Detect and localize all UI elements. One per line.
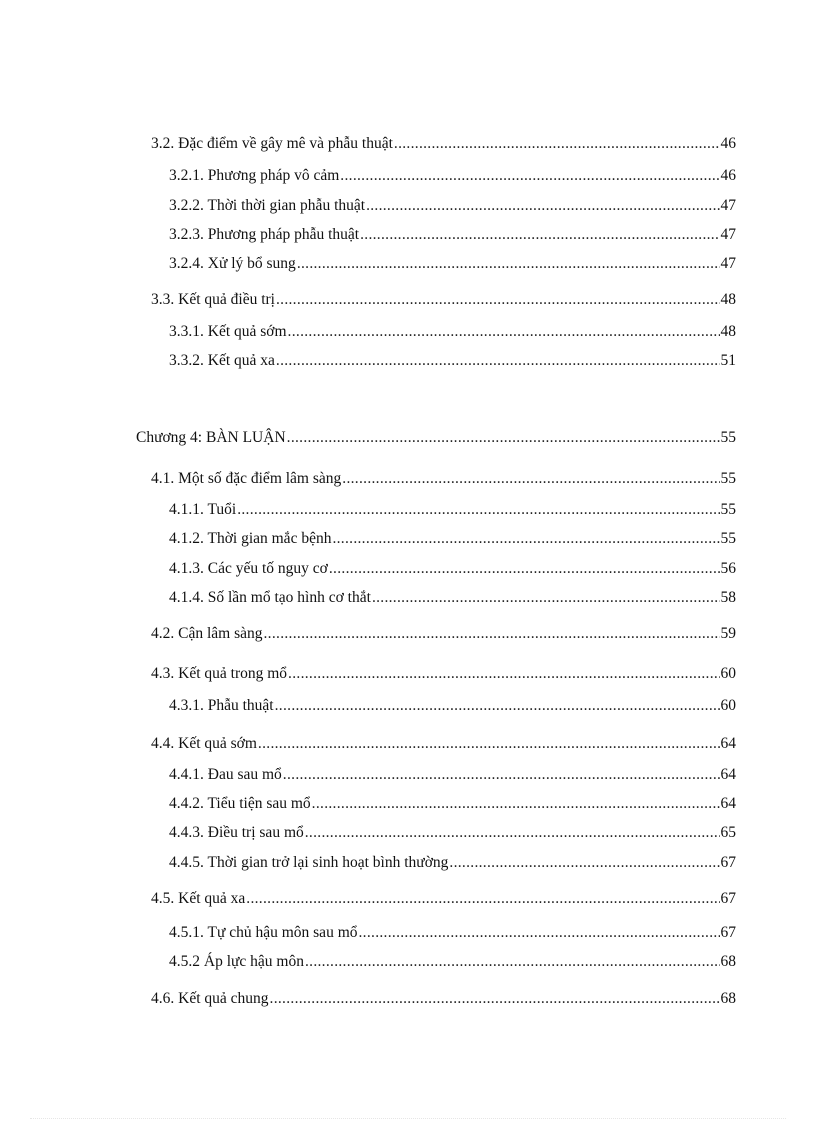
toc-entry-3-2-3 <box>169 224 736 246</box>
toc-entry-label: 4.3.1. Phẫu thuật <box>169 697 274 714</box>
toc-entry-chapter-4 <box>136 427 736 449</box>
toc-entry-4-4-5 <box>169 852 736 874</box>
toc-leader-dots <box>312 793 720 815</box>
toc-leader-dots <box>305 951 720 973</box>
toc-leader-dots <box>342 468 719 490</box>
toc-leader-dots <box>305 822 720 844</box>
toc-leader-dots <box>332 528 719 550</box>
toc-entry-label: 4.3. Kết quả trong mổ <box>151 665 288 682</box>
toc-entry-label: 3.3. Kết quả điều trị <box>151 291 275 308</box>
toc-entry-page: 65 <box>720 824 736 841</box>
toc-entry-page: 47 <box>720 255 736 272</box>
toc-leader-dots <box>258 733 720 755</box>
toc-entry-4-1-1 <box>169 499 736 521</box>
toc-entry-4-3-1 <box>169 695 736 717</box>
toc-entry-label: 4.1. Một số đặc điểm lâm sàng <box>151 470 342 487</box>
toc-entry-page: 55 <box>720 530 736 547</box>
toc-entry-page: 58 <box>720 589 736 606</box>
toc-entry-page: 60 <box>720 697 736 714</box>
toc-leader-dots <box>366 195 719 217</box>
toc-leader-dots <box>276 289 720 311</box>
toc-entry-page: 55 <box>720 470 736 487</box>
toc-entry-page: 47 <box>720 197 736 214</box>
toc-entry-label: 3.2. Đặc điểm về gây mê và phẫu thuật <box>151 135 393 152</box>
toc-entry-3-3-2 <box>169 350 736 372</box>
toc-entry-4-5-2 <box>169 951 736 973</box>
toc-leader-dots <box>340 165 719 187</box>
toc-entry-page: 48 <box>720 291 736 308</box>
toc-entry-page: 51 <box>720 352 736 369</box>
toc-entry-3-3-1 <box>169 321 736 343</box>
toc-leader-dots <box>246 888 719 910</box>
toc-leader-dots <box>287 427 720 449</box>
toc-leader-dots <box>276 350 720 372</box>
toc-leader-dots <box>372 587 720 609</box>
toc-entry-4-1-4 <box>169 587 736 609</box>
toc-entry-page: 55 <box>720 429 736 446</box>
toc-entry-3-2-1 <box>169 165 736 187</box>
toc-entry-4-1 <box>151 468 736 490</box>
toc-entry-label: 4.5.2 Áp lực hậu môn <box>169 953 304 970</box>
toc-leader-dots <box>275 695 720 717</box>
toc-entry-4-2 <box>151 623 736 645</box>
toc-entry-page: 68 <box>720 953 736 970</box>
toc-entry-label: 4.2. Cận lâm sàng <box>151 625 263 642</box>
toc-entry-page: 67 <box>720 890 736 907</box>
toc-entry-label: 3.3.2. Kết quả xa <box>169 352 275 369</box>
toc-entry-3-2-4 <box>169 253 736 275</box>
toc-entry-label: Chương 4: BÀN LUẬN <box>136 429 286 446</box>
toc-entry-label: 4.4.5. Thời gian trở lại sinh hoạt bình thường <box>169 854 449 871</box>
toc-entry-label: 4.1.1. Tuổi <box>169 501 237 518</box>
toc-leader-dots <box>359 922 720 944</box>
toc-entry-4-4 <box>151 733 736 755</box>
toc-leader-dots <box>237 499 719 521</box>
toc-entry-label: 4.1.4. Số lần mổ tạo hình cơ thắt <box>169 589 371 606</box>
toc-leader-dots <box>297 253 720 275</box>
toc-leader-dots <box>283 764 720 786</box>
toc-entry-label: 3.2.4. Xử lý bổ sung <box>169 255 296 272</box>
toc-leader-dots <box>288 663 719 685</box>
toc-entry-label: 4.1.2. Thời gian mắc bệnh <box>169 530 332 547</box>
toc-entry-label: 4.5.1. Tự chủ hậu môn sau mổ <box>169 924 358 941</box>
toc-entry-page: 60 <box>720 665 736 682</box>
toc-entry-4-6 <box>151 988 736 1010</box>
toc-entry-4-5-1 <box>169 922 736 944</box>
toc-entry-4-4-2 <box>169 793 736 815</box>
toc-entry-label: 4.4. Kết quả sớm <box>151 735 257 752</box>
toc-entry-4-4-3 <box>169 822 736 844</box>
toc-leader-dots <box>288 321 720 343</box>
toc-entry-3-2 <box>151 133 736 155</box>
toc-entry-3-3 <box>151 289 736 311</box>
toc-entry-page: 55 <box>720 501 736 518</box>
toc-entry-label: 4.4.3. Điều trị sau mổ <box>169 824 304 841</box>
toc-entry-page: 64 <box>720 735 736 752</box>
toc-entry-4-4-1 <box>169 764 736 786</box>
toc-entry-label: 4.5. Kết quả xa <box>151 890 246 907</box>
toc-entry-page: 59 <box>720 625 736 642</box>
toc-entry-label: 4.1.3. Các yếu tố nguy cơ <box>169 560 328 577</box>
toc-entry-page: 48 <box>720 323 736 340</box>
toc-entry-4-3 <box>151 663 736 685</box>
toc-entry-4-5 <box>151 888 736 910</box>
toc-entry-label: 3.2.3. Phương pháp phẫu thuật <box>169 226 360 243</box>
toc-entry-page: 46 <box>720 167 736 184</box>
toc-entry-4-1-2 <box>169 528 736 550</box>
toc-entry-4-1-3 <box>169 558 736 580</box>
toc-leader-dots <box>270 988 720 1010</box>
toc-entry-page: 64 <box>720 766 736 783</box>
toc-entry-label: 3.3.1. Kết quả sớm <box>169 323 287 340</box>
toc-entry-label: 4.4.2. Tiểu tiện sau mổ <box>169 795 311 812</box>
toc-entry-3-2-2 <box>169 195 736 217</box>
page-bottom-divider <box>30 1118 786 1119</box>
toc-entry-page: 56 <box>720 560 736 577</box>
toc-entry-page: 67 <box>720 854 736 871</box>
toc-entry-page: 46 <box>720 135 736 152</box>
toc-leader-dots <box>449 852 719 874</box>
toc-leader-dots <box>264 623 720 645</box>
toc-leader-dots <box>360 224 719 246</box>
toc-entry-label: 3.2.2. Thời thời gian phẫu thuật <box>169 197 366 214</box>
toc-leader-dots <box>329 558 720 580</box>
toc-entry-label: 4.4.1. Đau sau mổ <box>169 766 282 783</box>
toc-leader-dots <box>394 133 720 155</box>
toc-entry-page: 64 <box>720 795 736 812</box>
toc-entry-label: 4.6. Kết quả chung <box>151 990 269 1007</box>
toc-entry-page: 67 <box>720 924 736 941</box>
toc-entry-page: 47 <box>720 226 736 243</box>
toc-entry-label: 3.2.1. Phương pháp vô cảm <box>169 167 340 184</box>
toc-entry-page: 68 <box>720 990 736 1007</box>
